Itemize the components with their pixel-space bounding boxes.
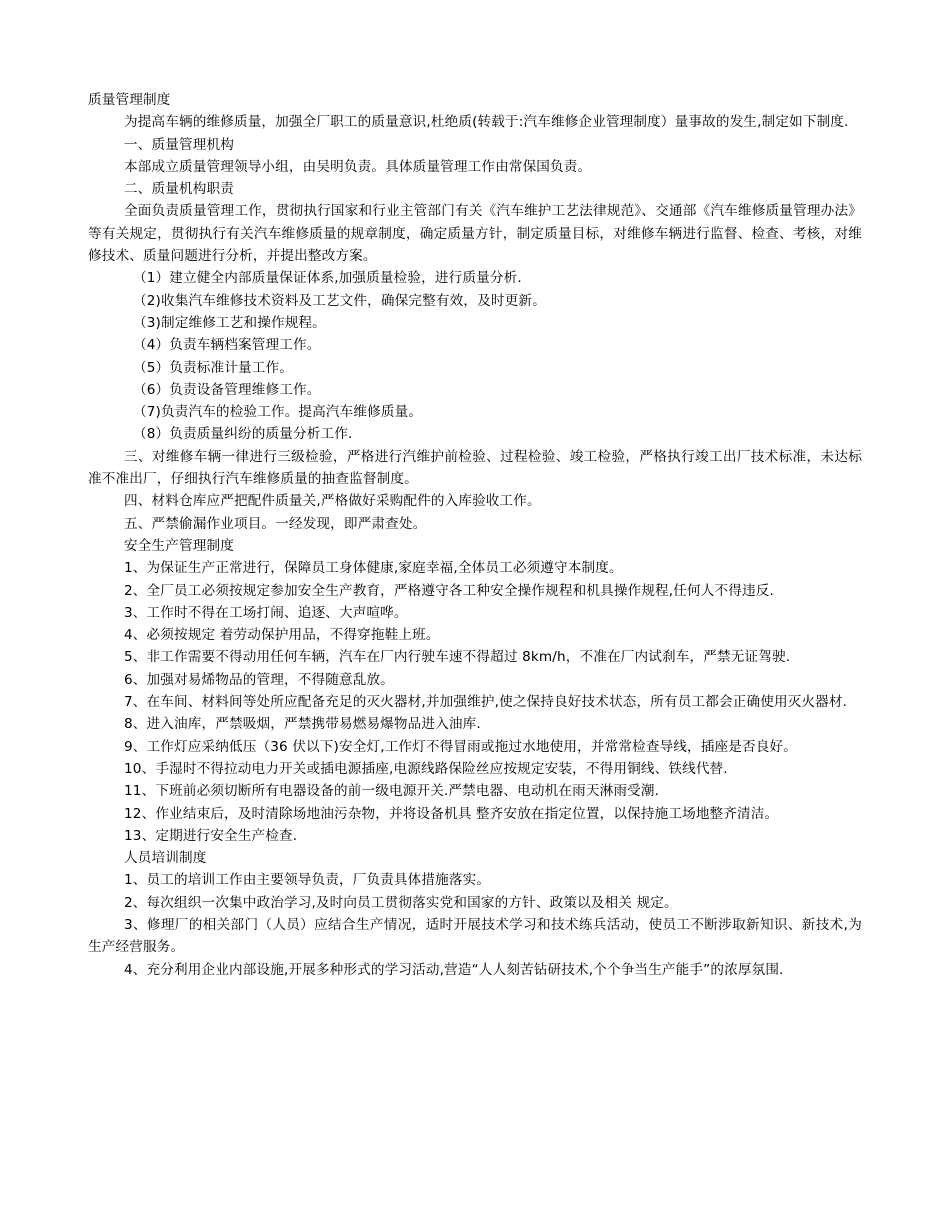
paragraph: （7)负责汽车的检验工作。提高汽车维修质量。 xyxy=(133,404,423,421)
paragraph: （2)收集汽车维修技术资料及工艺文件，确保完整有效，及时更新。 xyxy=(133,292,546,309)
paragraph: （1）建立健全内部质量保证体系,加强质量检验，进行质量分析. xyxy=(133,270,522,287)
paragraph: （4）负责车辆档案管理工作。 xyxy=(133,337,321,354)
paragraph: 13、定期进行安全生产检查. xyxy=(124,827,298,844)
paragraph: 2、全厂员工必须按规定参加安全生产教育，严格遵守各工种安全操作规程和机具操作规程,任何人不得违反. xyxy=(124,582,774,599)
paragraph: 4、必须按规定 着劳动保护用品，不得穿拖鞋上班。 xyxy=(124,627,440,644)
paragraph: 12、作业结束后，及时清除场地油污杂物，并将设备机具 整齐安放在指定位置，以保持施工场地整齐清洁。 xyxy=(124,805,779,822)
paragraph: 安全生产管理制度 xyxy=(124,537,234,554)
paragraph: 1、员工的培训工作由主要领导负责，厂负责具体措施落实。 xyxy=(124,872,491,889)
paragraph: 8、进入油库，严禁吸烟，严禁携带易燃易爆物品进入油库. xyxy=(124,716,481,733)
paragraph: 3、工作时不得在工场打闹、追逐、大声喧哗。 xyxy=(124,604,408,621)
paragraph: 10、手湿时不得拉动电力开关或插电源插座,电源线路保险丝应按规定安装，不得用铜线、铁线代替. xyxy=(124,760,728,777)
document-title: 质量管理制度 xyxy=(88,92,171,108)
paragraph: 11、下班前必须切断所有电器设备的前一级电源开关.严禁电器、电动机在雨天淋雨受潮. xyxy=(124,783,660,800)
paragraph: 五、严禁偷漏作业项目。一经发现，即严肃查处。 xyxy=(124,515,427,532)
paragraph: 1、为保证生产正常进行，保障员工身体健康,家庭幸福,全体员工必须遵守本制度。 xyxy=(124,560,623,577)
paragraph: 为提高车辆的维修质量，加强全厂职工的质量意识,杜绝质(转载于:汽车维修企业管理制度）量事故的发生,制定如下制度. xyxy=(124,114,849,131)
paragraph: 一、质量管理机构 xyxy=(124,136,234,153)
paragraph: 2、每次组织一次集中政治学习,及时向员工贯彻落实党和国家的方针、政策以及相关 规定。 xyxy=(124,894,678,911)
paragraph: 全面负责质量管理工作，贯彻执行国家和行业主管部门有关《汽车维护工艺法律规范》、交通部《汽车维修质量管理办法》等有关规定，贯彻执行有关汽车维修质量的规章制度，确定质量方针，制定质量目标，对维修车辆进行监督、检查、考核，对维修技术、质量问题进行分析，并提出整改方案。 xyxy=(88,203,862,265)
paragraph: 三、对维修车辆一律进行三级检验，严格进行汽维护前检验、过程检验、竣工检验，严格执行竣工出厂技术标准，未达标准不准出厂，仔细执行汽车维修质量的抽查监督制度。 xyxy=(88,448,862,488)
paragraph: 二、质量机构职责 xyxy=(124,181,234,198)
paragraph: 5、非工作需要不得动用任何车辆，汽车在厂内行驶车速不得超过 8km/h，不准在厂内试刹车，严禁无证驾驶. xyxy=(124,649,791,666)
paragraph: 本部成立质量管理领导小组，由吴明负责。具体质量管理工作由常保国负责。 xyxy=(124,158,592,175)
paragraph: （8）负责质量纠纷的质量分析工作. xyxy=(133,426,353,443)
paragraph: （3)制定维修工艺和操作规程。 xyxy=(133,314,326,331)
document-body xyxy=(88,89,862,981)
paragraph: 6、加强对易烯物品的管理，不得随意乱放。 xyxy=(124,671,394,688)
paragraph: 人员培训制度 xyxy=(124,850,207,867)
paragraph-list xyxy=(88,111,862,981)
paragraph: 4、充分利用企业内部设施,开展多种形式的学习活动,营造“人人刻苦钻研技术,个个争当生产能手”的浓厚氛围. xyxy=(124,961,784,978)
paragraph: （6）负责设备管理维修工作。 xyxy=(133,381,321,398)
paragraph: 7、在车间、材料间等处所应配备充足的灭火器材,并加强维护,使之保持良好技术状态，所有员工都会正确使用灭火器材. xyxy=(124,694,848,711)
paragraph: （5）负责标准计量工作。 xyxy=(133,359,293,376)
paragraph: 3、修理厂的相关部门（人员）应结合生产情况，适时开展技术学习和技术练兵活动，使员工不断涉取新知识、新技术,为生产经营服务。 xyxy=(88,916,862,956)
paragraph: 9、工作灯应采纳低压（36 伏以下)安全灯,工作灯不得冒雨或拖过水地使用，并常常检查导线，插座是否良好。 xyxy=(124,738,798,755)
paragraph: 四、材料仓库应严把配件质量关,严格做好采购配件的入库验收工作。 xyxy=(124,493,541,510)
